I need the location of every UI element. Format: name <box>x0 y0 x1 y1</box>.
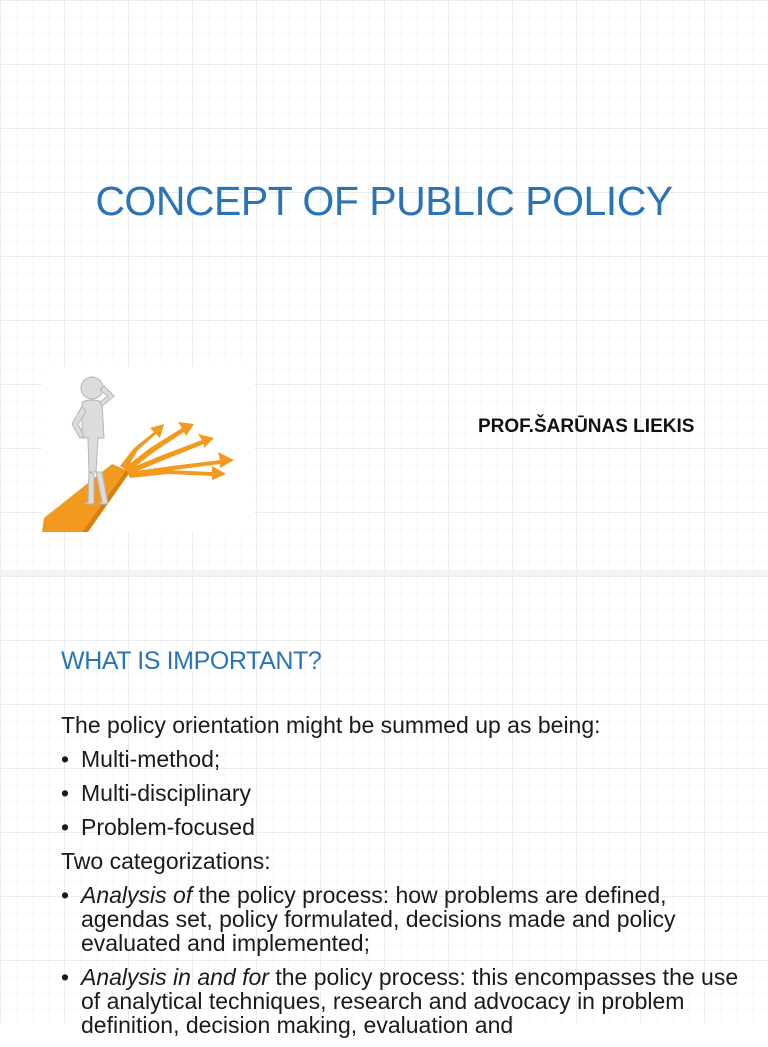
slide-title: CONCEPT OF PUBLIC POLICY <box>95 178 673 224</box>
body-text: the policy process: how problems are defined, agendas set, policy formulated, decisions made and policy evaluated and implemented; <box>81 882 676 956</box>
categorizations-label: Two categorizations: <box>61 848 271 874</box>
list-item-text: Problem-focused <box>81 814 255 840</box>
list-item-text: Multi-method; <box>81 746 221 772</box>
list-item <box>61 781 741 805</box>
list-item-text <box>81 965 741 1037</box>
list-item-text <box>81 883 741 955</box>
emphasis-text: Analysis in and for <box>81 964 269 990</box>
list-item <box>61 883 741 955</box>
emphasis-text: Analysis of <box>81 882 193 908</box>
list-item <box>61 815 741 839</box>
bullet-icon: • <box>61 814 70 840</box>
slide-heading: WHAT IS IMPORTANT? <box>61 647 322 675</box>
author-name: PROF.ŠARŪNAS LIEKIS <box>478 416 695 437</box>
bullet-icon: • <box>61 780 70 806</box>
crossroads-illustration-icon <box>42 366 254 532</box>
bullet-icon: • <box>61 964 70 990</box>
body-text: the policy process: this encompasses the use of analytical techniques, research and advocacy in problem definition, decision making, evaluation and <box>81 964 739 1038</box>
bullet-icon: • <box>61 882 70 908</box>
list-item <box>61 747 741 771</box>
list-item <box>61 965 741 1037</box>
slide-body <box>61 713 741 1047</box>
list-item-text: Multi-disciplinary <box>81 780 251 806</box>
intro-text: The policy orientation might be summed up as being: <box>61 712 601 738</box>
bullet-icon: • <box>61 746 70 772</box>
